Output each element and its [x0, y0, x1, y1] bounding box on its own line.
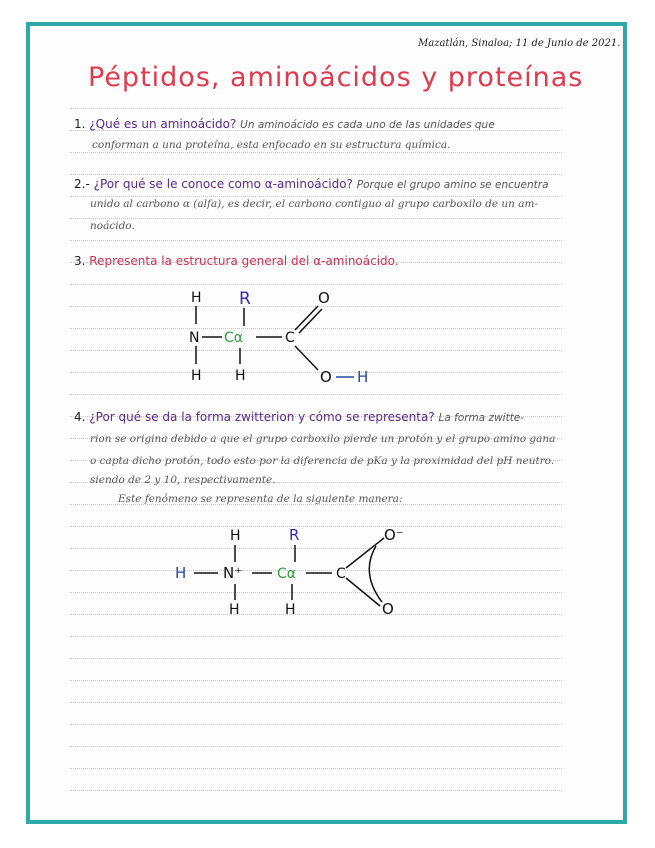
question-4-number: 4.: [74, 410, 86, 424]
s2-h-left: H: [175, 564, 187, 582]
question-4-text: ¿Por qué se da la forma zwitterion y cómo se representa?: [89, 410, 435, 424]
s2-h-bottom-mid: H: [285, 602, 296, 618]
s2-carbonyl-carbon: C: [336, 566, 346, 582]
answer-1-line-1: Un aminoácido es cada uno de las unidades que: [240, 119, 495, 131]
s1-h-top: H: [191, 290, 202, 306]
page-title: Péptidos, aminoácidos y proteínas: [88, 62, 584, 93]
answer-4-line-1: La forma zwitte-: [438, 412, 525, 424]
answer-1-line-2: conforman a una proteína, esta enfocado en su estructura química.: [92, 139, 451, 151]
s1-h-bottom-mid: H: [235, 368, 246, 384]
answer-4-line-4: siendo de 2 y 10, respectivamente.: [90, 474, 276, 486]
s2-o-minus: O⁻: [384, 526, 404, 544]
question-3-number: 3.: [74, 254, 86, 268]
answer-4-line-2: rion se origina debido a que el grupo carboxilo pierde un protón y el grupo amino gana: [90, 433, 556, 445]
s1-h-bottom-left: H: [191, 368, 202, 384]
answer-4-line-5: Este fenómeno se representa de la siguiente manera:: [118, 493, 403, 505]
s2-alpha-carbon: Cα: [277, 566, 297, 582]
s1-hydroxyl-h: H: [357, 368, 369, 386]
answer-4-line-3: o capta dicho protón, todo esto por la diferencia de pKa y la proximidad del pH neutro.: [90, 455, 555, 467]
question-3-text: Representa la estructura general del α-aminoácido.: [89, 254, 399, 268]
s1-nitrogen: N: [189, 330, 200, 346]
question-1-text: ¿Qué es un aminoácido?: [89, 117, 237, 131]
s1-carbonyl-carbon: C: [285, 330, 295, 346]
s2-r-group: R: [289, 526, 300, 544]
s1-hydroxyl-o: O: [320, 368, 332, 386]
question-4: [74, 410, 524, 424]
s1-r-group: R: [239, 289, 251, 309]
question-1-number: 1.: [74, 117, 86, 131]
answer-2-line-2: unido al carbono α (alfa), es decir, el carbono contiguo al grupo carboxilo de un am-: [90, 198, 539, 210]
s2-h-bottom-left: H: [229, 602, 240, 618]
s2-n-plus: N⁺: [223, 564, 243, 582]
s1-o-double: O: [318, 289, 330, 307]
s2-o-bottom: O: [382, 600, 394, 618]
answer-2-line-1: Porque el grupo amino se encuentra: [356, 179, 549, 191]
question-2-text: ¿Por qué se le conoce como α-aminoácido?: [93, 177, 353, 191]
date-line: Mazatlán, Sinaloa; 11 de Junio de 2021.: [418, 38, 621, 49]
s2-h-top: H: [230, 528, 241, 544]
question-2-number: 2.-: [74, 177, 90, 191]
answer-2-line-3: noácido.: [90, 220, 135, 232]
s1-alpha-carbon: Cα: [224, 330, 244, 346]
